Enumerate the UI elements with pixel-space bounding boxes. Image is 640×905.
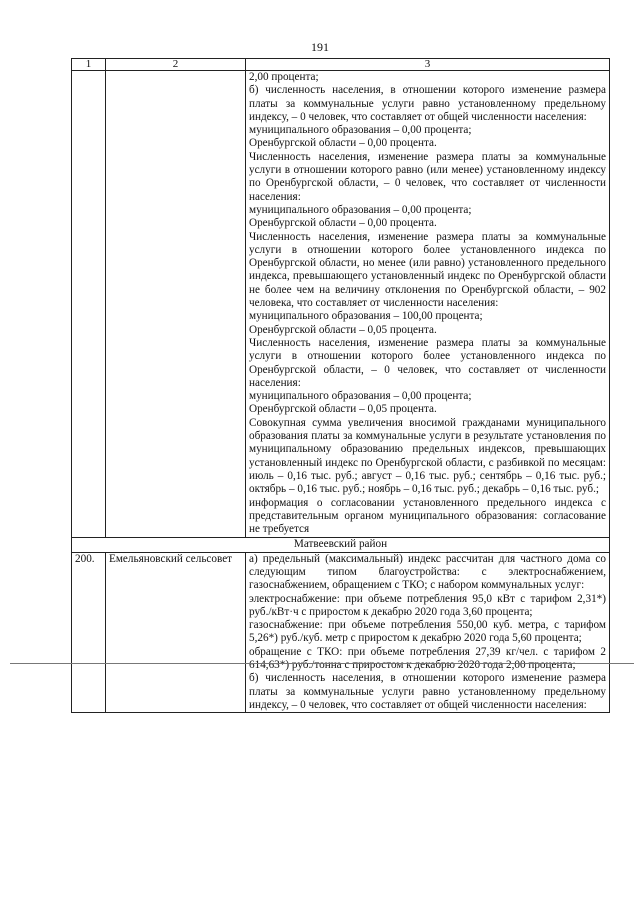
district-title: Матвеевский район bbox=[72, 538, 610, 552]
text-line: Численность населения, изменение размера платы за коммунальные услуги в отношении которого равно (или менее) установленному индексу по Оренбургской области, – 0 человек, что составляет от численности населения: bbox=[249, 150, 606, 203]
document-table bbox=[71, 58, 610, 713]
text-line: а) предельный (максимальный) индекс рассчитан для частного дома со следующим типом благоустройства: с электроснабжением, газоснабжением, обращением с ТКО; с набором коммунальных услуг: bbox=[249, 552, 606, 592]
text-line: муниципального образования – 100,00 процента; bbox=[249, 310, 483, 323]
text-line: Численность населения, изменение размера платы за коммунальные услуги в отношении которого более установленного индекса по Оренбургской области, но менее (или равно) установленного предельного индекса, превышающего установленный индекс по Оренбургской области не более чем на величину отклонения по Оренбургской области, – 902 человека, что составляет от численности населения: bbox=[249, 230, 606, 310]
continuation-row bbox=[72, 71, 610, 538]
entry-number: 200. bbox=[72, 552, 106, 713]
text-line: муниципального образования – 0,00 процента; bbox=[249, 124, 472, 137]
text-line: муниципального образования – 0,00 процента; bbox=[249, 390, 472, 403]
continuation-name-cell bbox=[106, 71, 246, 538]
text-line: Оренбургской области – 0,05 процента. bbox=[249, 403, 437, 416]
entry-text-cell bbox=[246, 552, 610, 713]
text-line: Совокупная сумма увеличения вносимой гражданами муниципального образования платы за коммунальные услуги в результате установления по муниципальному образованию предельных индексов, превышающих установленный индекс по Оренбургской области, с разбивкой по месяцам: июль – 0,16 тыс. руб.; август – 0,16 тыс. руб.; сентябрь – 0,16 тыс. руб.; октябрь – 0,16 тыс. руб.; ноябрь – 0,16 тыс. руб.; декабрь – 0,16 тыс. руб.; bbox=[249, 416, 606, 496]
text-line: Оренбургской области – 0,00 процента. bbox=[249, 137, 437, 150]
text-line: муниципального образования – 0,00 процента; bbox=[249, 203, 472, 216]
text-line: Оренбургской области – 0,00 процента. bbox=[249, 217, 437, 230]
text-line: Численность населения, изменение размера платы за коммунальные услуги в отношении которого более установленного индекса по Оренбургской области, – 0 человек, что составляет от численности населения: bbox=[249, 336, 606, 389]
text-line: электроснабжение: при объеме потребления 95,0 кВт с тарифом 2,31*) руб./кВт·ч с приростом к декабрю 2020 года 3,60 процента; bbox=[249, 592, 606, 618]
header-col-1: 1 bbox=[72, 59, 106, 71]
page-number: 191 bbox=[311, 40, 329, 54]
header-col-3: 3 bbox=[246, 59, 610, 71]
text-line: б) численность населения, в отношении которого изменение размера платы за коммунальные услуги равно установленному предельному индексу, – 0 человек, что составляет от общей численности населения: bbox=[249, 672, 606, 711]
text-line: информация о согласовании установленного предельного индекса с представительным органом муниципального образования: согласование не требуется bbox=[249, 496, 606, 536]
text-line: газоснабжение: при объеме потребления 550,00 куб. метра, с тарифом 5,26*) руб./куб. метр с приростом к декабрю 2020 года 5,60 процента; bbox=[249, 619, 606, 645]
text-line: Оренбургской области – 0,05 процента. bbox=[249, 323, 437, 336]
entry-name: Емельяновский сельсовет bbox=[106, 552, 246, 713]
header-col-2: 2 bbox=[106, 59, 246, 71]
district-row bbox=[72, 538, 610, 552]
continuation-number-cell bbox=[72, 71, 106, 538]
page-cut-line bbox=[10, 663, 634, 664]
text-line: обращение с ТКО: при объеме потребления 27,39 кг/чел. с тарифом 2 614,63*) руб./тонна с приростом к декабрю 2020 года 2,00 процента; bbox=[249, 645, 606, 672]
text-line: б) численность населения, в отношении которого изменение размера платы за коммунальные услуги равно установленному предельному индексу, – 0 человек, что составляет от общей численности населения: bbox=[249, 84, 606, 123]
entry-row bbox=[72, 552, 610, 713]
continuation-text-cell bbox=[246, 71, 610, 538]
table-header-row bbox=[72, 59, 610, 71]
text-line: 2,00 процента; bbox=[249, 71, 319, 83]
